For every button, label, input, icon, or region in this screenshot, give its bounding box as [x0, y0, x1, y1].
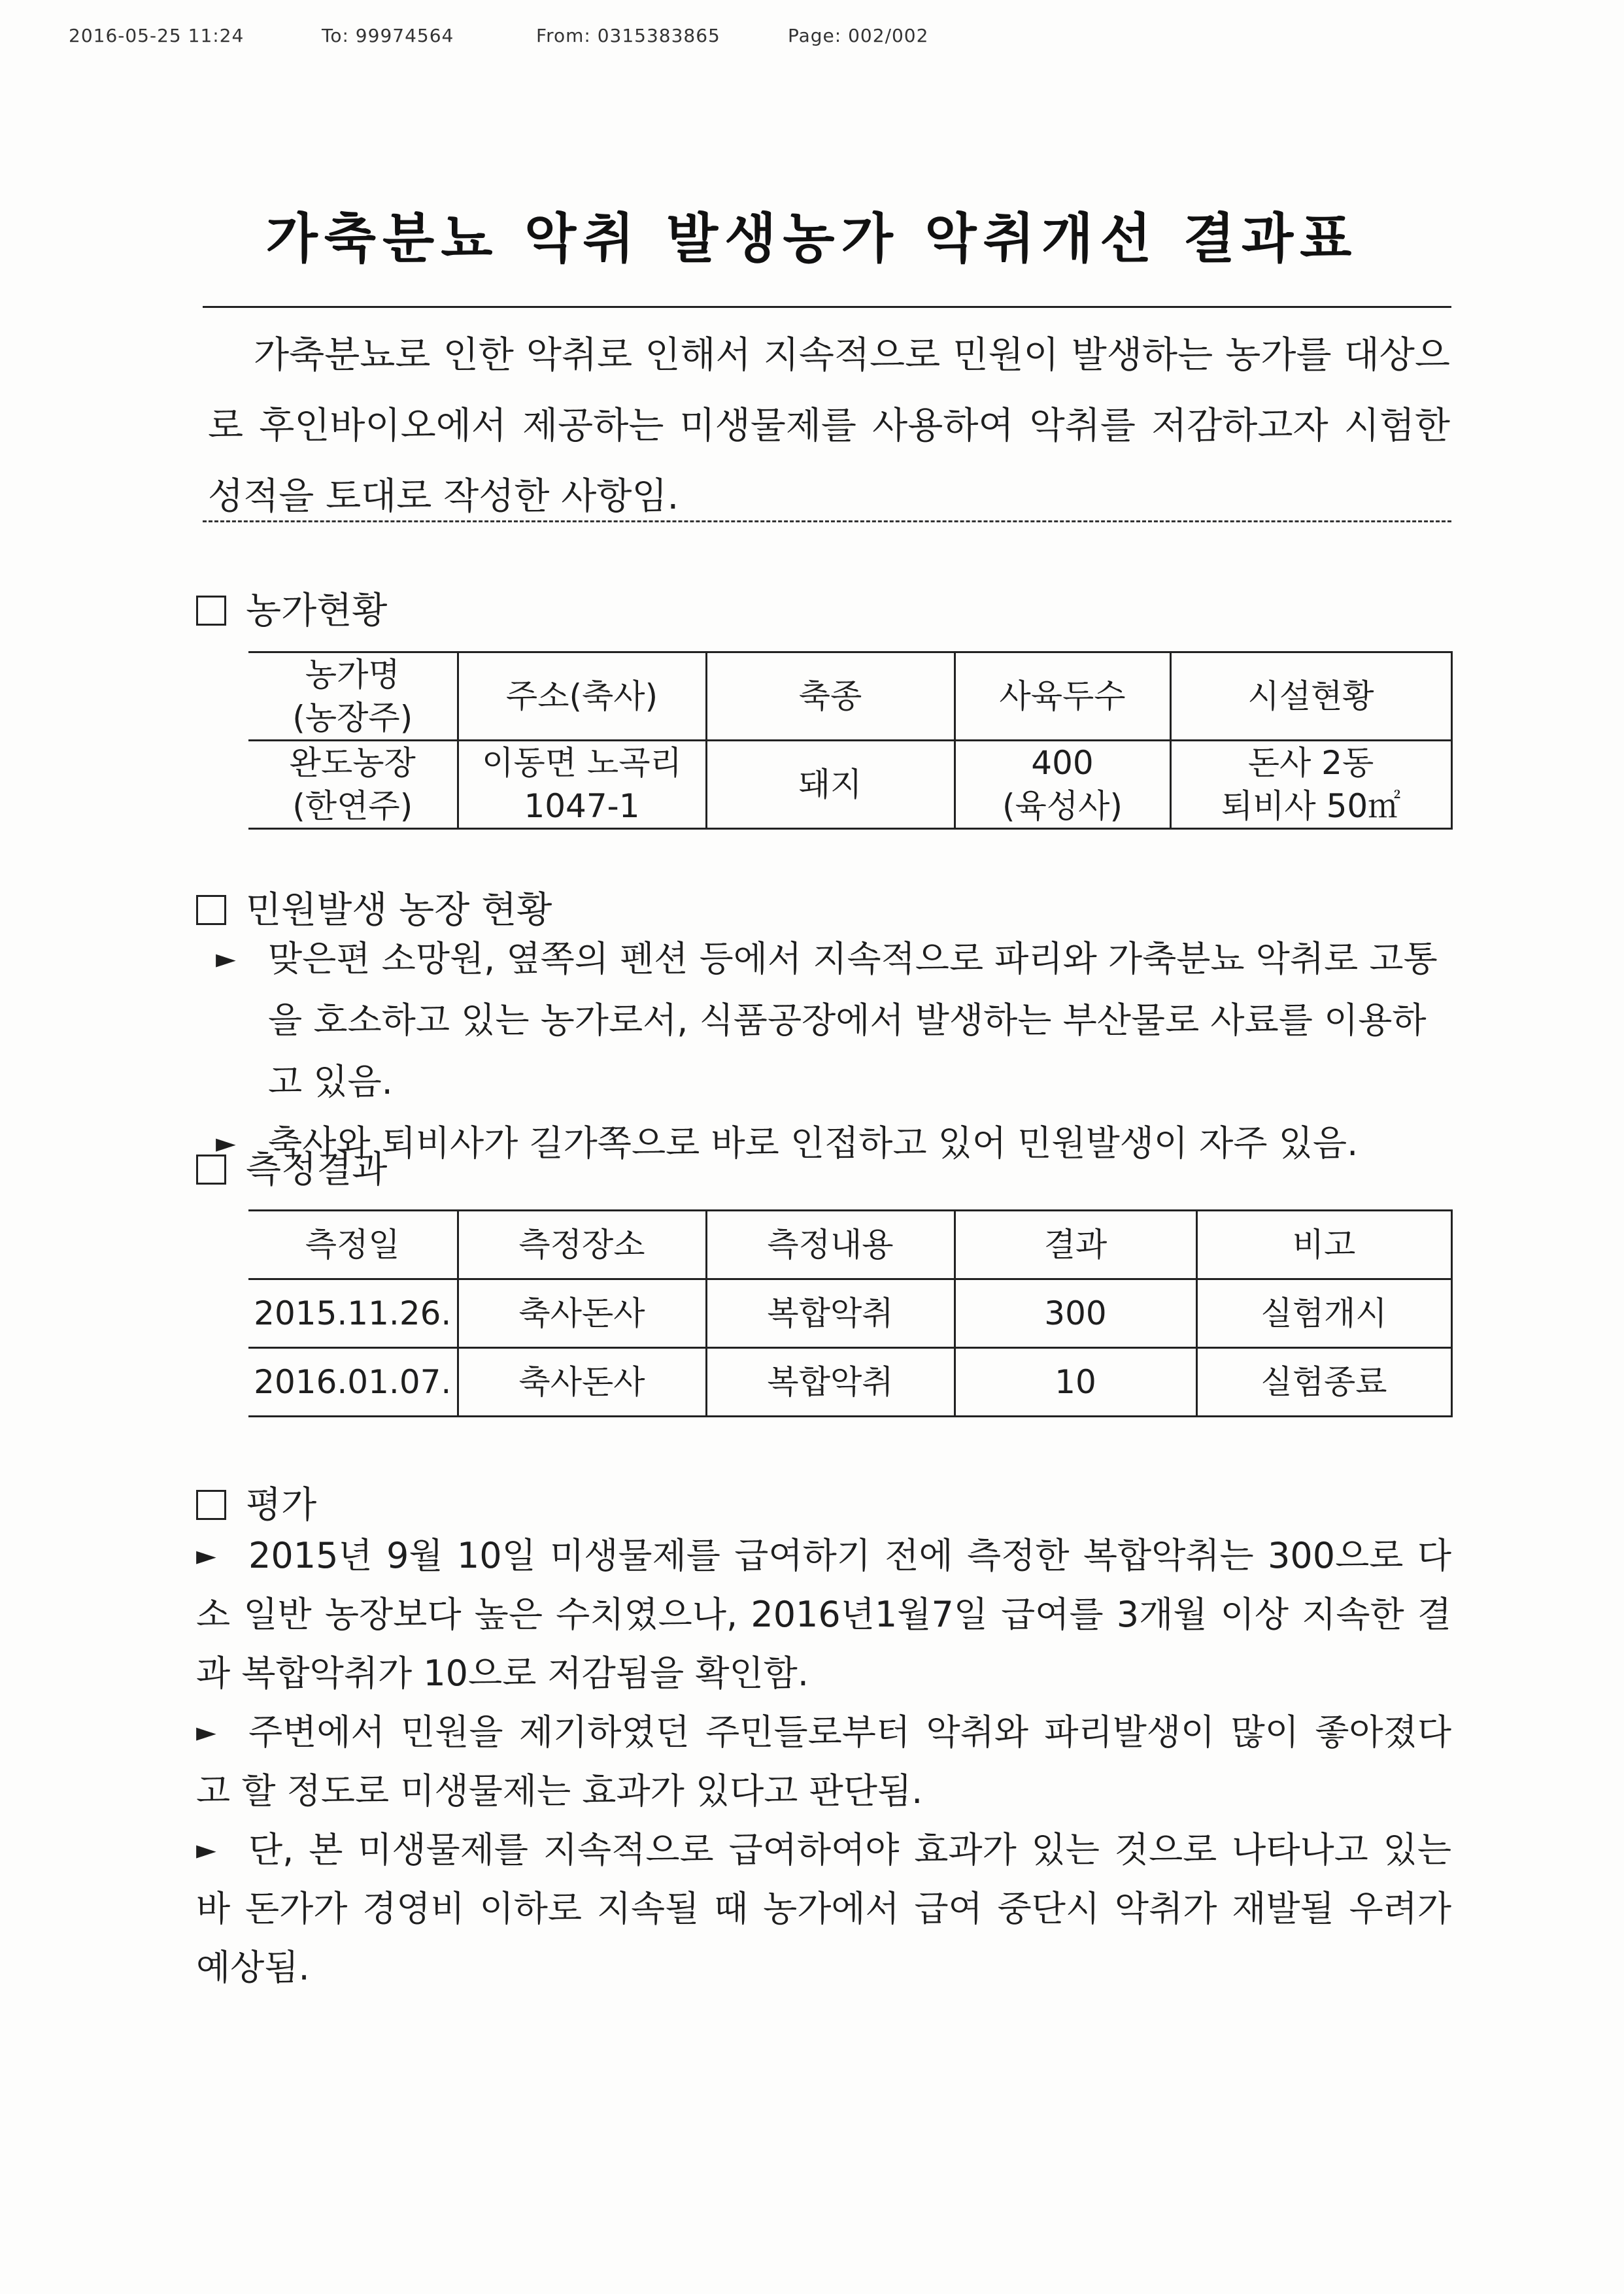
cell-address-line2: 1047-1 — [524, 787, 640, 825]
header-remarks: 비고 — [1196, 1211, 1451, 1279]
table-header-row — [248, 652, 1451, 741]
list-item — [196, 1821, 1451, 1997]
header-measure-location: 측정장소 — [458, 1211, 706, 1279]
document-title: 가축분뇨 악취 발생농가 악취개선 결과표 — [265, 208, 1359, 270]
header-facilities: 시설현황 — [1170, 652, 1451, 741]
bullet-text: 2015년 9월 10일 미생물제를 급여하기 전에 측정한 복합악취는 300으로 다소 일반 농장보다 높은 수치였으나, 2016년1월7일 급여를 3개월 이상 지속한 결과 복합악취가 10으로 저감됨을 확인함. — [196, 1535, 1451, 1694]
cell-facilities — [1170, 741, 1451, 829]
section-measurement — [196, 1141, 387, 1193]
list-item — [216, 1113, 1451, 1174]
measurement-table — [248, 1209, 1453, 1417]
fax-to: To: 99974564 — [322, 25, 454, 46]
header-measure-date: 측정일 — [248, 1211, 458, 1279]
list-item — [216, 928, 1451, 1113]
checkbox-square-icon — [196, 1490, 226, 1520]
cell-species: 돼지 — [706, 741, 955, 829]
cell-measure-content: 복합악취 — [706, 1348, 955, 1417]
cell-farm-name — [248, 741, 458, 829]
checkbox-square-icon — [196, 895, 226, 925]
header-farm-name-line2: (농장주) — [292, 699, 413, 737]
cell-measure-location: 축사돈사 — [458, 1348, 706, 1417]
cell-address — [458, 741, 706, 829]
header-head-count: 사육두수 — [955, 652, 1170, 741]
section-evaluation — [196, 1476, 316, 1528]
header-result: 결과 — [955, 1211, 1196, 1279]
table-row — [248, 1348, 1451, 1417]
fax-page: Page: 002/002 — [788, 25, 929, 46]
section-complaint-status — [196, 881, 552, 934]
cell-farm-name-line2: (한연주) — [292, 787, 413, 825]
fax-datetime: 2016-05-25 11:24 — [69, 25, 245, 46]
complaint-status-heading: 민원발생 농장 현황 — [246, 889, 552, 932]
intro-bottom-rule — [203, 520, 1451, 522]
header-species: 축종 — [706, 652, 955, 741]
list-item — [196, 1527, 1451, 1703]
fax-from: From: 0315383865 — [536, 25, 720, 46]
intro-text: 가축분뇨로 인한 악취로 인해서 지속적으로 민원이 발생하는 농가를 대상으로 후인바이오에서 제공하는 미생물제를 사용하여 악취를 저감하고자 시험한 성적을 토대로 작성한 사항임. — [208, 334, 1450, 518]
evaluation-bullets — [196, 1527, 1451, 1997]
arrow-bullet-icon: ► — [196, 1835, 216, 1865]
checkbox-square-icon — [196, 596, 226, 626]
complaint-bullets — [216, 928, 1451, 1174]
section-farm-status — [196, 582, 387, 634]
checkbox-square-icon — [196, 1155, 226, 1185]
evaluation-heading: 평가 — [246, 1484, 317, 1527]
bullet-text: 맞은편 소망원, 옆쪽의 펜션 등에서 지속적으로 파리와 가축분뇨 악취로 고통을 호소하고 있는 농가로서, 식품공장에서 발생하는 부산물로 사료를 이용하고 있음. — [268, 938, 1438, 1102]
bullet-text: 주변에서 민원을 제기하였던 주민들로부터 악취와 파리발생이 많이 좋아졌다고 할 정도로 미생물제는 효과가 있다고 판단됨. — [196, 1712, 1451, 1812]
arrow-bullet-icon: ► — [216, 1128, 236, 1158]
cell-farm-name-line1: 완도농장 — [289, 744, 416, 782]
intro-top-rule — [203, 306, 1451, 308]
farm-status-heading: 농가현황 — [246, 590, 388, 632]
header-farm-name-line1: 농가명 — [305, 656, 400, 694]
cell-facilities-line1: 돈사 2동 — [1247, 744, 1374, 782]
cell-remarks: 실험개시 — [1196, 1279, 1451, 1348]
header-measure-content: 측정내용 — [706, 1211, 955, 1279]
table-row — [248, 741, 1451, 829]
arrow-bullet-icon: ► — [196, 1541, 216, 1571]
arrow-bullet-icon: ► — [196, 1717, 216, 1747]
farm-status-table — [248, 651, 1453, 830]
cell-remarks: 실험종료 — [1196, 1348, 1451, 1417]
header-address: 주소(축사) — [458, 652, 706, 741]
cell-result: 10 — [955, 1348, 1196, 1417]
header-farm-name — [248, 652, 458, 741]
table-header-row — [248, 1211, 1451, 1279]
cell-measure-date: 2016.01.07. — [248, 1348, 458, 1417]
cell-measure-date: 2015.11.26. — [248, 1279, 458, 1348]
cell-measure-location: 축사돈사 — [458, 1279, 706, 1348]
bullet-text: 단, 본 미생물제를 지속적으로 급여하여야 효과가 있는 것으로 나타나고 있는 바 돈가가 경영비 이하로 지속될 때 농가에서 급여 중단시 악취가 재발될 우려가 예상됨. — [196, 1829, 1451, 1988]
intro-paragraph — [208, 320, 1450, 532]
cell-measure-content: 복합악취 — [706, 1279, 955, 1348]
bullet-text: 축사와 퇴비사가 길가쪽으로 바로 인접하고 있어 민원발생이 자주 있음. — [268, 1122, 1359, 1164]
list-item — [196, 1703, 1451, 1821]
cell-result: 300 — [955, 1279, 1196, 1348]
cell-head-count-line2: (육성사) — [1002, 787, 1123, 825]
cell-address-line1: 이동면 노곡리 — [482, 744, 682, 782]
measurement-heading: 측정결과 — [246, 1149, 388, 1191]
table-row — [248, 1279, 1451, 1348]
cell-facilities-line2: 퇴비사 50㎡ — [1221, 787, 1401, 825]
arrow-bullet-icon: ► — [216, 944, 236, 974]
cell-head-count — [955, 741, 1170, 829]
cell-head-count-line1: 400 — [1031, 744, 1094, 782]
